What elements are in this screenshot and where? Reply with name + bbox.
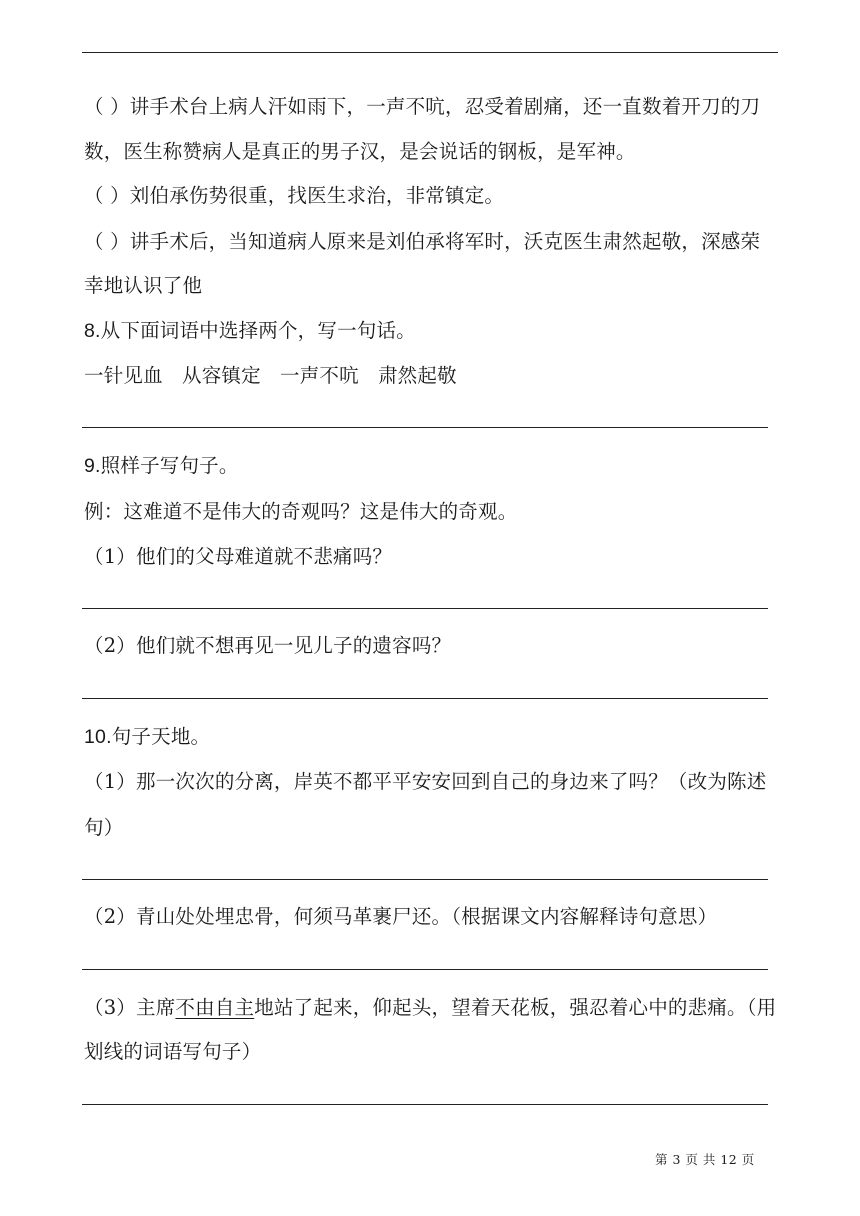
q10-sub3-line1 (84, 996, 776, 1020)
q10-sub2 (84, 905, 717, 929)
q9-sub2-text: 他们就不想再见一见儿子的遗容吗？ (136, 634, 452, 657)
q10-sub3-line2: 划线的词语写句子） (84, 1040, 262, 1063)
q7-item-c-line2: 幸地认识了他 (84, 274, 203, 297)
header-rule (82, 52, 778, 53)
q10-sub1-line2: 句） (84, 816, 124, 839)
q7-item-a-line2: 数，医生称赞病人是真正的男子汉，是会说话的钢板，是军神。 (84, 140, 636, 163)
q10-prompt: 句子天地。 (111, 725, 211, 748)
q9-sub2 (84, 634, 451, 658)
q10-sub3-number: （3） (84, 996, 137, 1019)
q8-heading (84, 319, 416, 343)
q8-word-list: 一针见血 从容镇定 一声不吭 肃然起敬 (84, 364, 457, 387)
q7-item-b: （ ）刘伯承伤势很重，找医生求治，非常镇定。 (84, 184, 505, 207)
q7-item-c-line1: （ ）讲手术后，当知道病人原来是刘伯承将军时，沃克医生肃然起敬，深感荣 (84, 230, 761, 253)
q9-sub1-text: 他们的父母难道就不悲痛吗？ (136, 545, 393, 568)
q9-heading (84, 454, 239, 478)
q9-example: 例：这难道不是伟大的奇观吗？这是伟大的奇观。 (84, 500, 518, 523)
q10-sub2-text: 青山处处埋忠骨，何须马革裹尸还。（根据课文内容解释诗句意思） (136, 905, 718, 928)
q9-sub1-answer-line[interactable] (82, 608, 768, 609)
q9-sub2-number: （2） (84, 634, 137, 657)
q10-sub2-answer-line[interactable] (82, 969, 768, 970)
q10-sub3-underlined-phrase: 不由自主 (175, 996, 255, 1019)
q10-sub1-line1 (84, 770, 766, 794)
q9-number: 9. (84, 455, 101, 477)
page-footer: 第 3 页 共 12 页 (655, 1152, 755, 1167)
q10-sub3-post: 地站了起来，仰起头，望着天花板，强忍着心中的悲痛。（用 (254, 996, 777, 1019)
q10-heading (84, 725, 210, 749)
q10-sub1-text: 那一次次的分离，岸英不都平平安安回到自己的身边来了吗？（改为陈述 (136, 770, 767, 793)
q9-sub2-answer-line[interactable] (82, 698, 768, 699)
q9-sub1-number: （1） (84, 545, 137, 568)
q9-prompt: 照样子写句子。 (100, 454, 239, 477)
q9-sub1 (84, 545, 392, 569)
q8-number: 8. (84, 320, 101, 342)
q8-prompt: 从下面词语中选择两个，写一句话。 (100, 319, 416, 342)
q7-item-a-line1: （ ）讲手术台上病人汗如雨下，一声不吭，忍受着剧痛，还一直数着开刀的刀 (84, 95, 761, 118)
q10-sub2-number: （2） (84, 905, 137, 928)
q10-sub1-answer-line[interactable] (82, 879, 768, 880)
q10-sub3-answer-line[interactable] (82, 1104, 768, 1105)
q10-number: 10. (84, 726, 112, 748)
q8-answer-line[interactable] (82, 427, 768, 428)
q10-sub1-number: （1） (84, 770, 137, 793)
q10-sub3-pre: 主席 (136, 996, 176, 1019)
